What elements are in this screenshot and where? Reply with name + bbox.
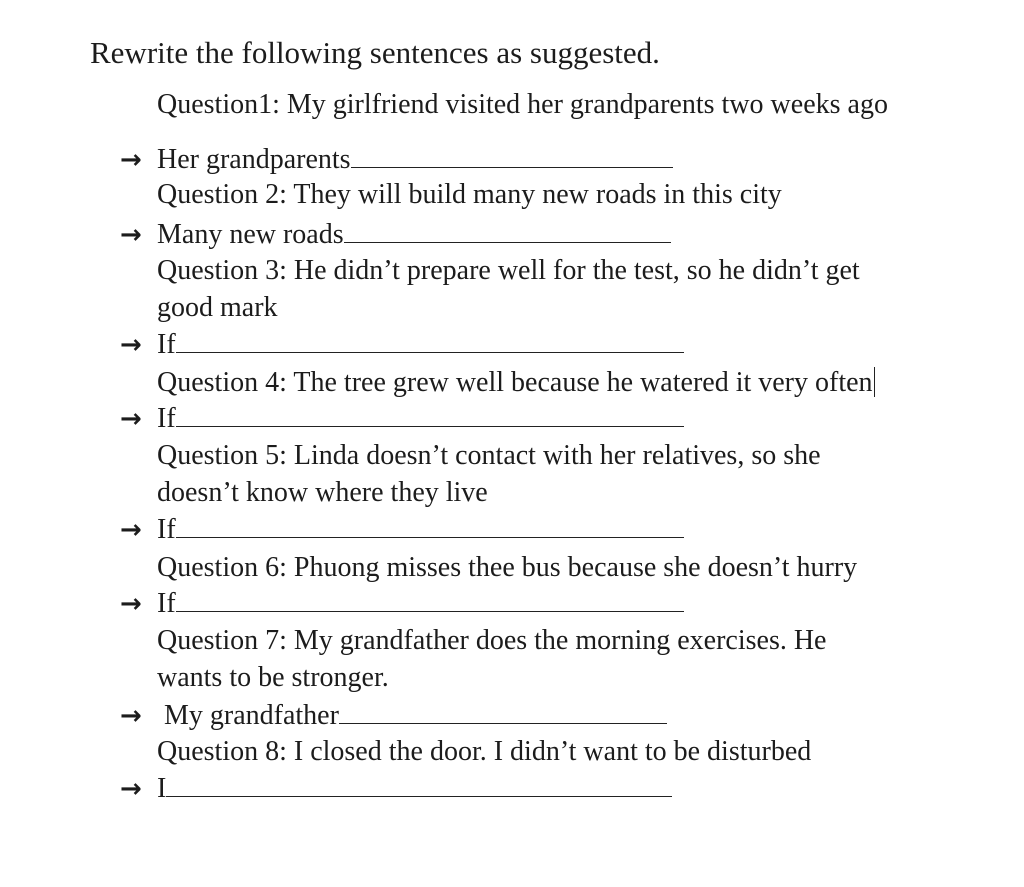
- answer-blank-5[interactable]: [176, 511, 684, 538]
- arrow-icon: →: [120, 515, 142, 545]
- answer-line-1: [120, 141, 673, 179]
- answer-lead-4: If: [157, 403, 176, 434]
- answer-lead-6: If: [157, 588, 176, 619]
- answer-line-5: [120, 511, 684, 549]
- arrow-icon: →: [120, 220, 142, 250]
- arrow-icon: →: [120, 145, 142, 175]
- question-3-continuation: good mark: [157, 292, 278, 323]
- arrow-icon: →: [120, 774, 142, 804]
- answer-lead-5: If: [157, 514, 176, 545]
- answer-line-8: [120, 770, 672, 808]
- text-cursor: [874, 367, 876, 397]
- question-2-text: Question 2: They will build many new roads in this city: [157, 179, 782, 210]
- answer-line-3: [120, 326, 684, 364]
- answer-blank-8[interactable]: [166, 770, 672, 797]
- answer-blank-1[interactable]: [351, 141, 673, 168]
- question-4-text: [157, 364, 875, 402]
- answer-lead-8: I: [157, 773, 167, 804]
- answer-line-4: [120, 400, 684, 438]
- question-3-text: Question 3: He didn’t prepare well for the test, so he didn’t get: [157, 255, 860, 286]
- arrow-icon: →: [120, 404, 142, 434]
- answer-blank-2[interactable]: [344, 216, 671, 243]
- question-5-continuation: doesn’t know where they live: [157, 477, 488, 508]
- answer-blank-7[interactable]: [339, 697, 667, 724]
- answer-line-2: [120, 216, 671, 254]
- answer-lead-1: Her grandparents: [157, 144, 351, 175]
- question-1-text: Question1: My girlfriend visited her grandparents two weeks ago: [157, 89, 888, 120]
- answer-lead-7: My grandfather: [164, 700, 339, 731]
- answer-lead-3: If: [157, 329, 176, 360]
- answer-lead-2: Many new roads: [157, 219, 344, 250]
- question-7-continuation: wants to be stronger.: [157, 662, 389, 693]
- answer-line-6: [120, 585, 684, 623]
- answer-blank-4[interactable]: [176, 400, 684, 427]
- arrow-icon: →: [120, 330, 142, 360]
- instruction-heading: Rewrite the following sentences as suggested.: [90, 35, 660, 70]
- arrow-icon: →: [120, 589, 142, 619]
- arrow-icon: →: [120, 701, 142, 731]
- answer-blank-6[interactable]: [176, 585, 684, 612]
- question-6-text: Question 6: Phuong misses thee bus because she doesn’t hurry: [157, 552, 858, 583]
- question-7-text: Question 7: My grandfather does the morning exercises. He: [157, 625, 827, 656]
- question-4-label: Question 4: The tree grew well because he watered it very often: [157, 367, 873, 398]
- answer-blank-3[interactable]: [176, 326, 684, 353]
- question-5-text: Question 5: Linda doesn’t contact with her relatives, so she: [157, 440, 821, 471]
- answer-line-7: [120, 697, 667, 735]
- question-8-text: Question 8: I closed the door. I didn’t want to be disturbed: [157, 736, 812, 767]
